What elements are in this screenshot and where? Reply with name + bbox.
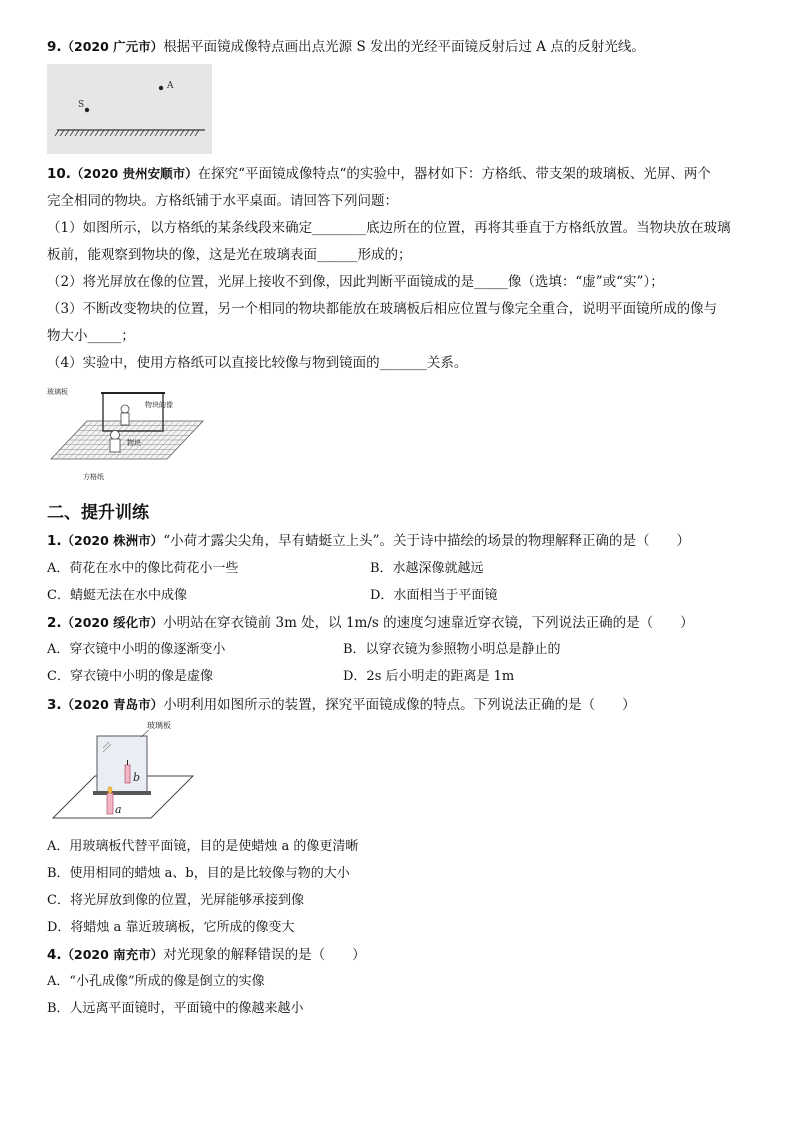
q3-option-a: A．用玻璃板代替平面镜，目的是使蜡烛 a 的像更清晰 [47, 839, 359, 854]
q9-figure-bg [47, 64, 212, 154]
q1-option-a: A．荷花在水中的像比荷花小一些 [47, 561, 239, 576]
q10-stem-line1 [47, 165, 711, 183]
q2-option-d: D．2s 后小明走的距离是 1m [343, 669, 515, 684]
q1-option-d: D．水面相当于平面镜 [370, 588, 498, 603]
q9-point-s [85, 108, 89, 112]
q3-option-b: B．使用相同的蜡烛 a、b，目的是比较像与物的大小 [47, 866, 350, 881]
q10-source: （2020 贵州安顺市） [70, 166, 198, 181]
q4-option-a: A．“小孔成像”所成的像是倒立的实像 [47, 974, 265, 989]
q3-stem [47, 696, 636, 714]
q1-source: （2020 株洲市） [61, 533, 164, 548]
q2-number: 2. [47, 615, 62, 631]
q1-stem [47, 532, 690, 550]
q10-image-head [121, 405, 129, 413]
q10-part3-line1: （3）不断改变物块的位置，另一个相同的物块都能放在玻璃板后相应位置与像完全重合，说明平面镜所成的像与 [47, 301, 718, 317]
q3-text: 小明利用如图所示的装置，探究平面镜成像的特点。下列说法正确的是（ ） [163, 697, 636, 713]
q3-glass-stand [93, 791, 151, 795]
q2-stem [47, 614, 694, 632]
q2-source: （2020 绥化市） [61, 615, 164, 630]
q1-option-b: B．水越深像就越远 [370, 561, 484, 576]
q9-label-s: S [78, 100, 85, 110]
q3-figure [47, 718, 197, 823]
q10-text-line1: 在探究“平面镜成像特点“的实验中，器材如下：方格纸、带支架的玻璃板、光屏、两个 [197, 166, 711, 182]
q4-option-b: B．人远离平面镜时，平面镜中的像越来越小 [47, 1001, 304, 1016]
q10-stem-line2: 完全相同的物块。方格纸铺于水平桌面。请回答下列问题： [47, 193, 398, 209]
q10-part2: （2）将光屏放在像的位置，光屏上接收不到像，因此判断平面镜成的是_____像（选填：“虚”或“实”）； [47, 274, 664, 290]
q3-candle-a-flame [108, 787, 112, 794]
q9-label-a: A [167, 81, 174, 91]
q9-stem [47, 38, 645, 56]
q1-number: 1. [47, 533, 62, 549]
q3-label-glass: 玻璃板 [147, 721, 171, 730]
q3-label-a: a [115, 803, 122, 816]
q3-glass-plate [97, 736, 147, 794]
q10-label-glass: 玻璃板 [47, 388, 68, 396]
q2-option-a: A．穿衣镜中小明的像逐渐变小 [47, 642, 226, 657]
q9-point-a [159, 86, 163, 90]
q1-option-c: C．蜻蜓无法在水中成像 [47, 588, 187, 603]
q2-option-b: B．以穿衣镜为参照物小明总是静止的 [343, 642, 561, 657]
q3-candle-a [107, 793, 113, 814]
q3-candle-b [125, 765, 130, 783]
q3-source: （2020 青岛市） [61, 697, 164, 712]
q10-label-image: 物块的像 [145, 401, 173, 409]
q9-text: 根据平面镜成像特点画出点光源 S 发出的光经平面镜反射后过 A 点的反射光线。 [163, 39, 645, 55]
q4-number: 4. [47, 947, 62, 963]
q9-figure [47, 64, 212, 154]
q10-part1-line1: （1）如图所示，以方格纸的某条线段来确定________底边所在的位置，再将其垂直于方格纸放置。当物块放在玻璃 [47, 220, 731, 236]
q10-block-head [111, 431, 120, 440]
q9-source: （2020 广元市） [61, 39, 164, 54]
q4-source: （2020 南充市） [61, 947, 164, 962]
q10-label-block: 物块 [127, 439, 141, 447]
section-title: 二、提升训练 [47, 503, 149, 523]
q2-text: 小明站在穿衣镜前 3m 处，以 1m/s 的速度匀速靠近穿衣镜，下列说法正确的是（ ） [163, 615, 694, 631]
q3-option-c: C．将光屏放到像的位置，光屏能够承接到像 [47, 893, 304, 908]
q3-number: 3. [47, 697, 62, 713]
q10-part4: （4）实验中，使用方格纸可以直接比较像与物到镜面的_______关系。 [47, 355, 468, 371]
q3-label-b: b [133, 771, 141, 784]
q2-option-c: C．穿衣镜中小明的像是虚像 [47, 669, 213, 684]
q3-option-d: D．将蜡烛 a 靠近玻璃板，它所成的像变大 [47, 920, 295, 935]
q9-number: 9. [47, 39, 62, 55]
q10-figure [45, 383, 210, 483]
q10-image-block [121, 413, 129, 425]
q10-part3-line2: 物大小_____； [47, 328, 135, 344]
q10-part1-line2: 板前，能观察到物块的像，这是光在玻璃表面______形成的； [47, 247, 412, 263]
q4-text: 对光现象的解释错误的是（ ） [163, 947, 366, 963]
q1-text: “小荷才露尖尖角，早有蜻蜓立上头”。关于诗中描绘的场景的物理解释正确的是（ ） [163, 533, 690, 549]
q10-number: 10. [47, 166, 71, 182]
q10-block-body [110, 439, 120, 452]
q10-label-paper: 方格纸 [83, 473, 104, 481]
q4-stem [47, 946, 366, 964]
